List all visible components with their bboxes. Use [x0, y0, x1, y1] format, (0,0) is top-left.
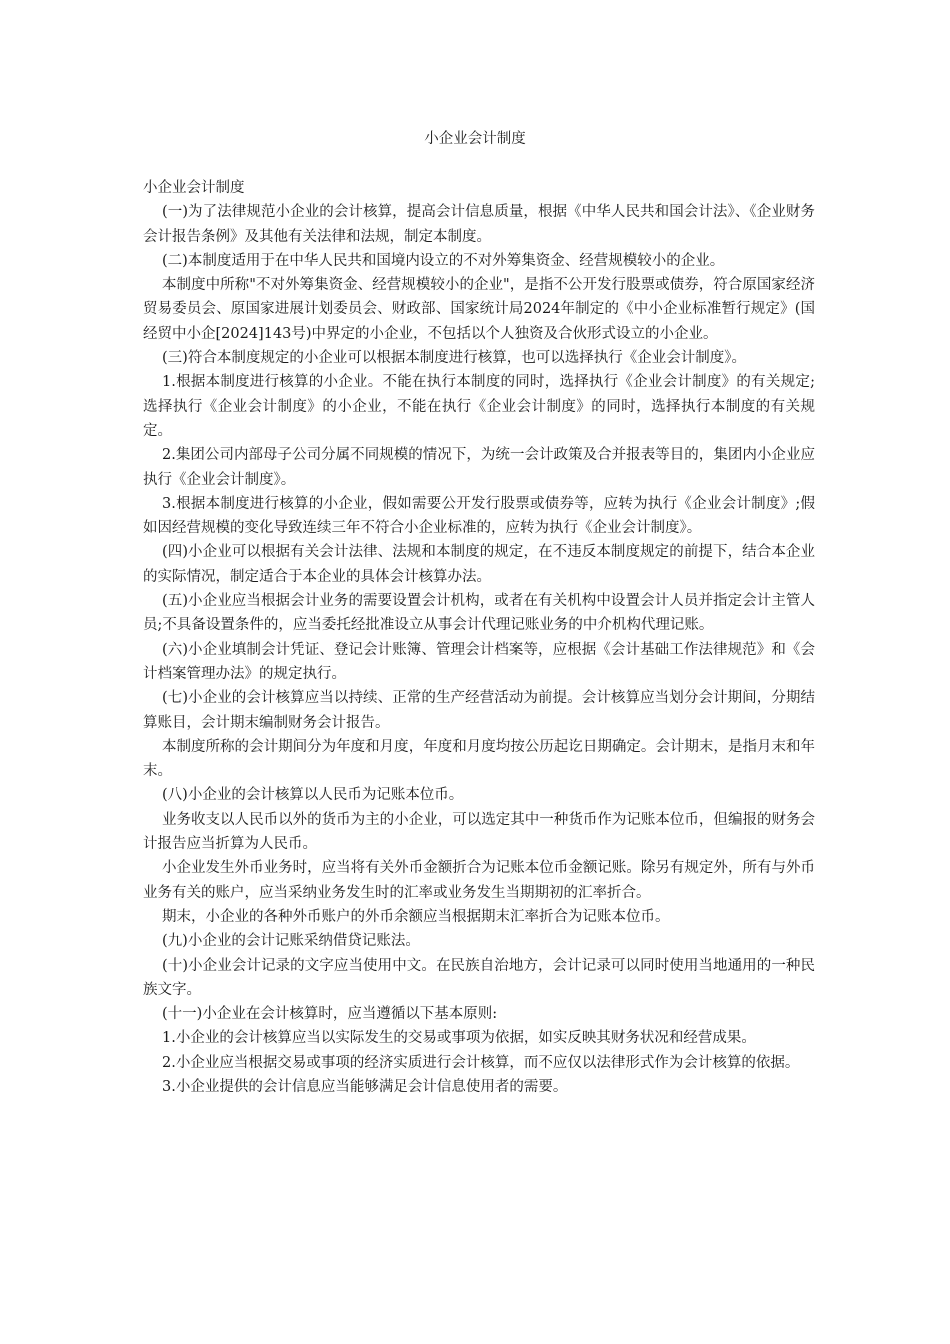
paragraph: (三)符合本制度规定的小企业可以根据本制度进行核算，也可以选择执行《企业会计制度》。 — [162, 350, 747, 367]
paragraph: 期末，小企业的各种外币账户的外币余额应当根据期末汇率折合为记账本位币。 — [162, 908, 670, 925]
paragraph: (二)本制度适用于在中华人民共和国境内设立的不对外筹集资金、经营规模较小的企业。 — [162, 252, 725, 269]
paragraph: (一)为了法律规范小企业的会计核算，提高会计信息质量，根据《中华人民共和国会计法》、《企业财务会计报告条例》及其他有关法律和法规，制定本制度。 — [143, 204, 815, 245]
paragraph: 2.小企业应当根据交易或事项的经济实质进行会计核算，而不应仅以法律形式作为会计核算的依据。 — [162, 1054, 800, 1071]
paragraph: (八)小企业的会计核算以人民币为记账本位币。 — [162, 787, 464, 804]
paragraph: 1.根据本制度进行核算的小企业。不能在执行本制度的同时，选择执行《企业会计制度》的有关规定;选择执行《企业会计制度》的小企业，不能在执行《企业会计制度》的同时，选择执行本制度的有关规定。 — [143, 374, 815, 439]
paragraph: (十)小企业会计记录的文字应当使用中文。在民族自治地方，会计记录可以同时使用当地通用的一种民族文字。 — [143, 957, 815, 998]
page-title: 小企业会计制度 — [424, 131, 526, 147]
paragraph: 本制度所称的会计期间分为年度和月度，年度和月度均按公历起讫日期确定。会计期末，是指月末和年末。 — [143, 738, 815, 780]
paragraph: 本制度中所称"不对外筹集资金、经营规模较小的企业"，是指不公开发行股票或债券，符合原国家经济贸易委员会、原国家进展计划委员会、财政部、国家统计局2024年制定的《中小企业标准暂行规定》(国经贸中小企[2024]143号)中界定的小企业，不包括以个人独资及合伙形式设立的小企业。 — [143, 277, 815, 342]
paragraph: 2.集团公司内部母子公司分属不同规模的情况下，为统一会计政策及合并报表等目的，集团内小企业应执行《企业会计制度》。 — [143, 447, 815, 488]
paragraph: 3.根据本制度进行核算的小企业，假如需要公开发行股票或债券等，应转为执行《企业会计制度》;假如因经营规模的变化导致连续三年不符合小企业标准的，应转为执行《企业会计制度》。 — [143, 495, 815, 537]
paragraph: 3.小企业提供的会计信息应当能够满足会计信息使用者的需要。 — [162, 1078, 568, 1095]
paragraph: (四)小企业可以根据有关会计法律、法规和本制度的规定，在不违反本制度规定的前提下，结合本企业的实际情况，制定适合于本企业的具体会计核算办法。 — [143, 544, 815, 585]
section-heading: 小企业会计制度 — [143, 180, 245, 196]
paragraph: (九)小企业的会计记账采纳借贷记账法。 — [162, 933, 420, 950]
paragraph: (五)小企业应当根据会计业务的需要设置会计机构，或者在有关机构中设置会计人员并指定会计主管人员;不具备设置条件的，应当委托经批准设立从事会计代理记账业务的中介机构代理记账。 — [143, 593, 815, 634]
paragraph: 业务收支以人民币以外的货币为主的小企业，可以选定其中一种货币作为记账本位币，但编报的财务会计报告应当折算为人民币。 — [143, 811, 815, 853]
paragraph: (六)小企业填制会计凭证、登记会计账簿、管理会计档案等，应根据《会计基础工作法律规范》和《会计档案管理办法》的规定执行。 — [143, 641, 815, 682]
paragraph: 1.小企业的会计核算应当以实际发生的交易或事项为依据，如实反映其财务状况和经营成果。 — [162, 1030, 756, 1047]
paragraph: (七)小企业的会计核算应当以持续、正常的生产经营活动为前提。会计核算应当划分会计期间，分期结算账目，会计期末编制财务会计报告。 — [143, 690, 815, 731]
document-body — [143, 176, 815, 1099]
paragraph: (十一)小企业在会计核算时，应当遵循以下基本原则: — [162, 1006, 498, 1023]
paragraph: 小企业发生外币业务时，应当将有关外币金额折合为记账本位币金额记账。除另有规定外，所有与外币业务有关的账户，应当采纳业务发生时的汇率或业务发生当期期初的汇率折合。 — [143, 860, 815, 901]
